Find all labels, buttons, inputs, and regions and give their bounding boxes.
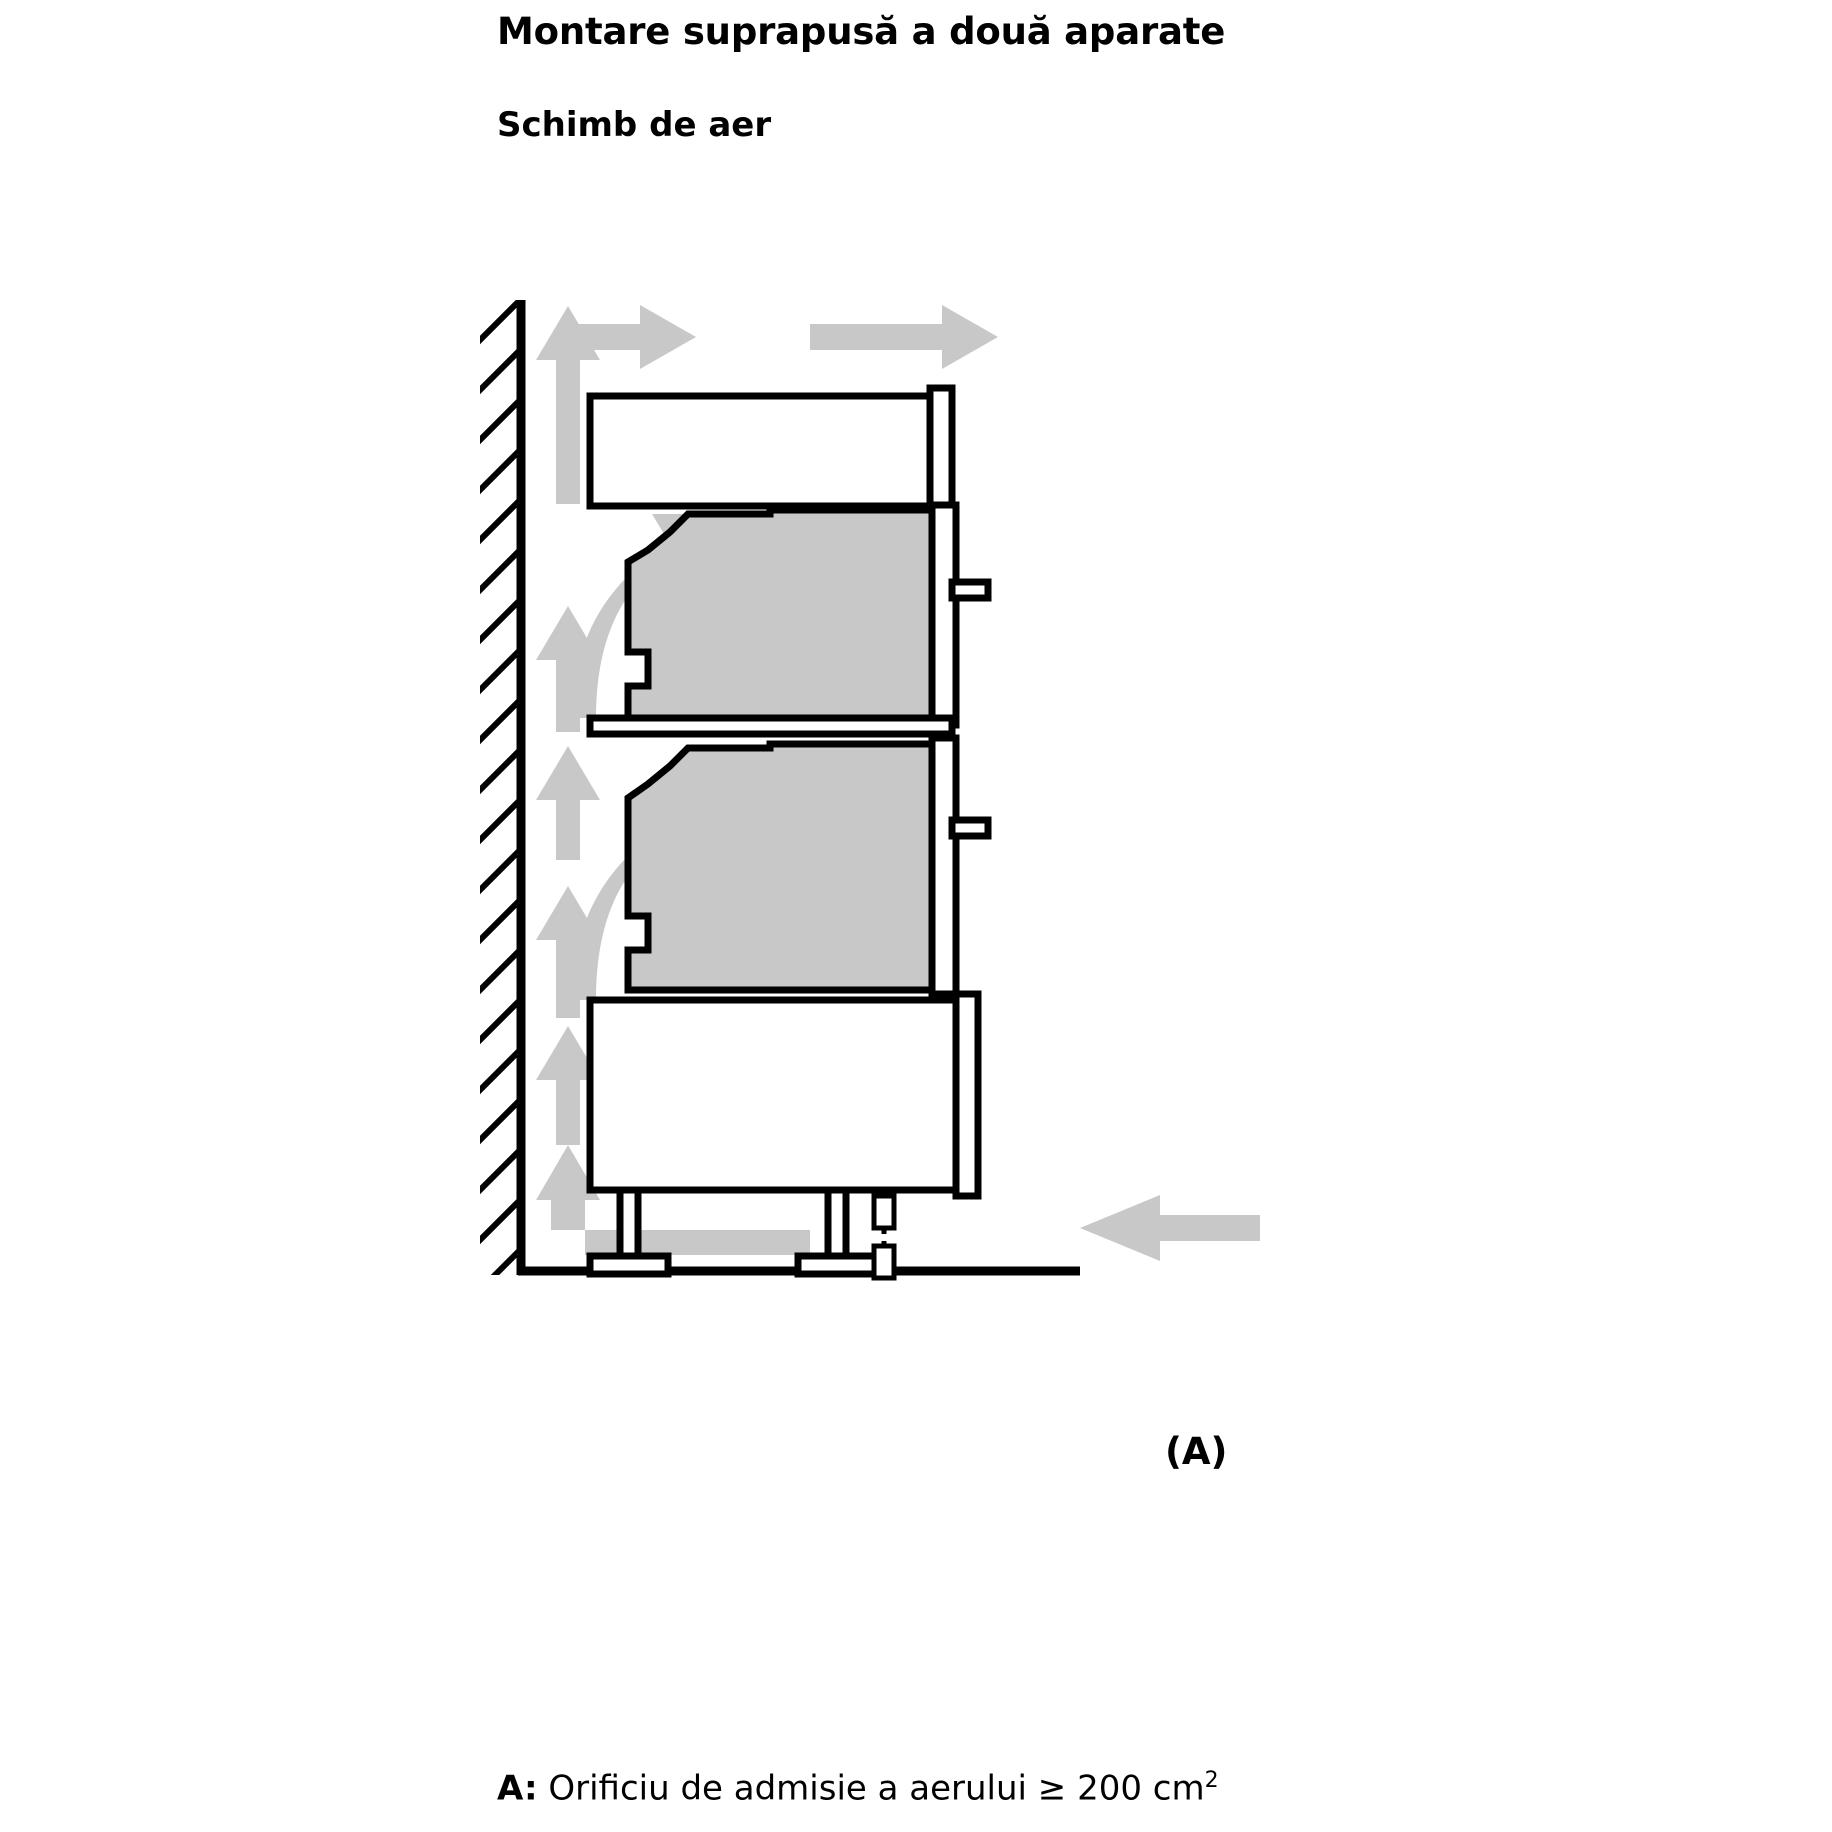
section-title: Schimb de aer [497,105,772,145]
airflow-mid-rear-up [536,746,600,860]
air-inlet-opening [874,1196,894,1278]
airflow-diagram [480,300,1680,1520]
footnote-label: A: [497,1768,538,1809]
airflow-top-out-right [810,305,998,369]
lower-cabinet-compartment [590,994,978,1196]
upper-cabinet-compartment [590,388,952,514]
page-title: Montare suprapusă a două aparate [497,10,1226,53]
footnote-text: Orificiu de admisie a aerului ≥ 200 cm [537,1768,1205,1809]
footnote [497,1768,1219,1808]
airflow-inlet-bottom [1080,1195,1260,1261]
upper-appliance [628,505,988,725]
callout-label-a: (A) [1165,1430,1228,1473]
middle-shelf [590,718,952,734]
footnote-superscript: 2 [1204,1768,1219,1793]
lower-appliance [628,738,988,994]
